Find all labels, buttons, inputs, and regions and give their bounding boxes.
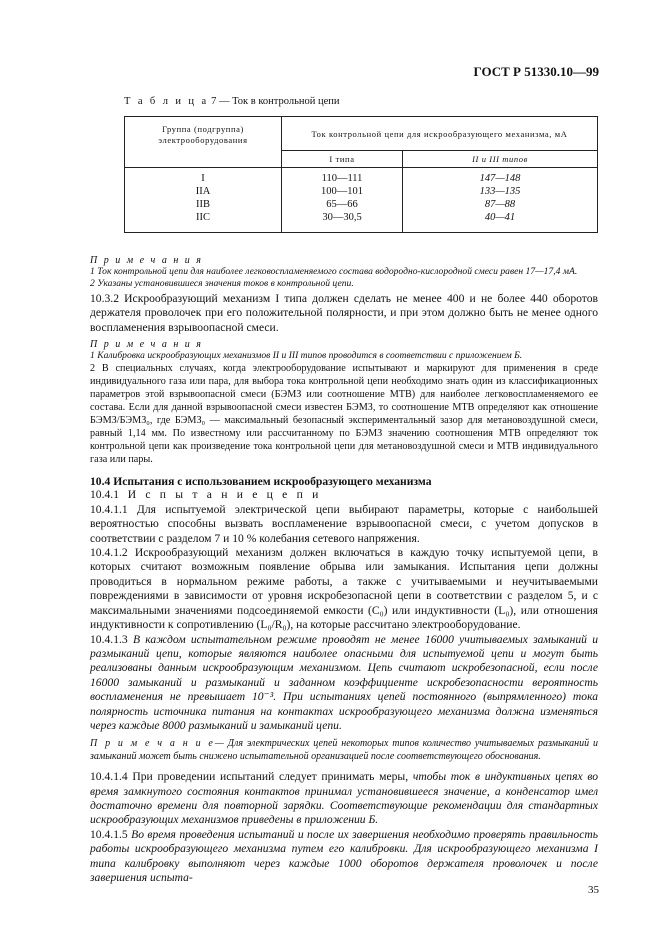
paragraph-number: 10.4.1.3: [90, 632, 133, 646]
table-cell: IIB: [196, 199, 210, 210]
table-cell: 133—135: [479, 186, 521, 197]
table-cell: IIC: [196, 212, 210, 223]
note-text: 2 В специальных случаях, когда электрооборудование испытывают и маркируют для применения в среде индивидуального газа или пара, для выбора тока контрольной цепи необходимо знать один из классификационных параметров этой взрывоопасной смеси (БЭМЗ или соотношение МТВ) для наиболее легковоспламеняемого ее состава. Если для данной взрывоопасной смеси известен БЭМЗ, то соотношение МТВ определяют как отношение БЭМЗ/БЭМЗ₀, где БЭМЗ₀ — максимальный безопасный экспериментальный зазор для метановоздушной смеси, равный 1,14 мм. По известному или рассчитанному по БЭМЗ значению соотношения МТВ определяют ток контрольной цепи как произведение тока контрольной цепи для метановоздушной смеси и МТВ индивидуального газа или пары.: [90, 363, 598, 466]
notes-heading: П р и м е ч а н и я: [90, 339, 203, 351]
paragraph-10-4-1-3: [90, 633, 598, 734]
col-header-type23: II и III типов: [403, 151, 598, 168]
table-cell: I: [201, 173, 205, 184]
table-cell: 30—30,5: [322, 212, 362, 223]
group-column: [125, 168, 282, 233]
paragraph-text-italic: чтобы ток в индуктивных цепях во время замкнутого состояния контактов принимал установившееся значение, а конденсатор имел достаточно времени для повторной зарядки. Соответствующие рекомендации для стандартных искрообразующих механизмов приведены в приложении Б.: [90, 770, 599, 827]
col-header-current: Ток контрольной цепи для искрообразующего механизма, мА: [282, 117, 598, 151]
table-caption-word: Т а б л и ц а: [124, 96, 209, 107]
table-cell: 100—101: [321, 186, 363, 197]
paragraph-10-3-2: 10.3.2 Искрообразующий механизм I типа должен сделать не менее 400 и не более 440 оборотов держателя проволочек при его положительной полярности, и при этом должно быть не менее одного воспламенения взрывоопасной смеси.: [90, 291, 598, 334]
table-cell: 65—66: [326, 199, 358, 210]
note-text: 1 Калибровка искрообразующих механизмов II и III типов проводится в соответствии с приложением Б.: [90, 350, 523, 362]
note-label: П р и м е ч а н и е: [90, 738, 215, 750]
table-caption: [124, 96, 598, 107]
col-header-type1: I типа: [282, 151, 403, 168]
section-heading: 10.4 Испытания с использованием искрообразующего механизма: [90, 475, 432, 489]
subsection-heading: [90, 488, 598, 502]
document-code: ГОСТ Р 51330.10—99: [473, 64, 599, 79]
table-cell: 87—88: [484, 199, 516, 210]
col-header-group: Группа (подгруппа) электрооборудования: [125, 117, 282, 168]
note-paragraph: [90, 738, 598, 763]
page-number: 35: [588, 884, 599, 896]
current-table: [124, 116, 598, 233]
subsection-title: И с п ы т а н и е ц е п и: [127, 488, 322, 502]
notes-heading: П р и м е ч а н и я: [90, 255, 203, 266]
type1-column: [282, 168, 403, 233]
table-cell: 110—111: [321, 173, 363, 184]
paragraph-text: Во время проведения испытаний и после их завершения необходимо проверять правильность работы искрообразующего механизма путем его калибровки. Для искрообразующего механизма I типа калибровку выполняют через каждые 1000 оборотов держателя проволочек и после завершения испыта-: [90, 827, 598, 884]
note-text: — Для электрических цепей некоторых типов количество учитываемых размыканий и замыканий может быть снижено испытательной организацией после соответствующего обоснования.: [90, 738, 598, 762]
paragraph-text-plain: 10.4.1.4 При проведении испытаний следует принимать меры,: [90, 770, 413, 784]
table-cell: 147—148: [479, 173, 521, 184]
table-caption-text: 7 — Ток в контрольной цепи: [208, 96, 340, 107]
type23-column: [403, 168, 598, 233]
paragraph-number: 10.4.1.5: [90, 827, 132, 841]
page-content: [90, 96, 598, 885]
note-text: 2 Указаны установившиеся значения токов в контрольной цепи.: [90, 278, 354, 290]
paragraph-text: В каждом испытательном режиме проводят не менее 16000 учитываемых замыканий и размыканий цепи, которые являются наиболее опасными для испытуемой цепи и могут быть реализованы данным искрообразующим механизмом. Цепь считают искробезопасной, если после 16000 замыканий и размыканий и заданном коэффициенте искробезопасности вероятность воспламенения не превышает 10⁻³. При испытаниях цепей постоянного (выпрямленного) тока полярность источника питания на контактах искрообразующего механизма должна изменяться через каждые 8000 размыканий и замыканий цепи.: [90, 632, 598, 732]
table-cell: IIA: [195, 186, 211, 197]
note-text: 1 Ток контрольной цепи для наиболее легковоспламеняемого состава водородно-кислородной смеси равен 17—17,4 мА.: [90, 266, 578, 277]
paragraph-10-4-1-1: 10.4.1.1 Для испытуемой электрической цепи выбирают параметры, которые с наибольшей вероятностью способны вызвать воспламенение взрывоопасной смеси, с учетом допусков в соответствии с разделом 7 и 10 % колебания сетевого напряжения.: [90, 502, 598, 545]
table-cell: 40—41: [484, 212, 516, 223]
subsection-number: 10.4.1: [90, 488, 119, 502]
paragraph-10-4-1-4: [90, 770, 598, 828]
paragraph-10-4-1-2: 10.4.1.2 Искрообразующий механизм должен включаться в каждую точку испытуемой цепи, в которых считают возможным появление обрыва или замыкания. Испытания цепи должны проводиться в нормальном режиме работы, а также с учитываемыми и неучитываемыми повреждениями в зависимости от уровня искробезопасной цепи в соответствии с разделом 5, и с максимальными значениями подсоединяемой емкости (C₀) или индуктивности (L₀), или отношения индуктивности к сопротивлению (L₀/R₀), на которые рассчитано электрооборудование.: [90, 546, 598, 632]
paragraph-10-4-1-5: [90, 828, 598, 886]
